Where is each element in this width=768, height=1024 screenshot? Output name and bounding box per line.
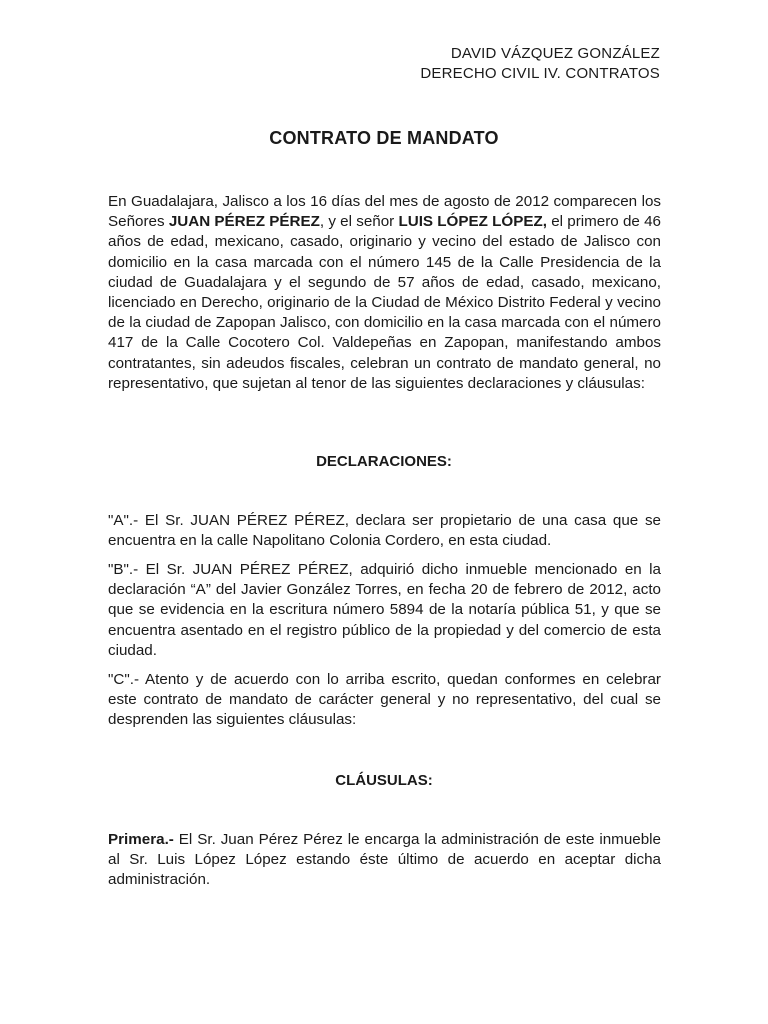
intro-paragraph	[108, 192, 661, 394]
declaracion-c: "C".- Atento y de acuerdo con lo arriba escrito, quedan conformes en celebrar este contrato de mandato de carácter general y no representativo, del cual se desprenden las siguientes cláusulas:	[108, 671, 661, 729]
intro-text-1: En Guadalajara, Jalisco a los 16 días del mes de agosto de 2012 comparecen los Señores	[108, 193, 661, 231]
intro-text-2: , y el señor	[319, 213, 399, 231]
document-header	[420, 44, 660, 84]
document-title: CONTRATO DE MANDATO	[269, 128, 499, 148]
party-name-1: JUAN PÉREZ PÉREZ	[168, 213, 320, 231]
declaracion-a: "A".- El Sr. JUAN PÉREZ PÉREZ, declara ser propietario de una casa que se encuentra en la calle Napolitano Colonia Cordero, en esta ciudad.	[108, 512, 661, 550]
declaraciones-heading: DECLARACIONES:	[316, 453, 452, 470]
course-name: DERECHO CIVIL IV. CONTRATOS	[420, 65, 660, 82]
clausula-primera-text: El Sr. Juan Pérez Pérez le encarga la administración de este inmueble al Sr. Luis López López estando éste último de acuerdo en aceptar dicha administración.	[108, 831, 661, 889]
party-name-2: LUIS LÓPEZ LÓPEZ,	[398, 213, 547, 231]
clausulas-heading: CLÁUSULAS:	[335, 772, 433, 789]
clausula-primera-label: Primera.-	[108, 831, 174, 848]
clausula-primera	[108, 830, 661, 891]
declaracion-b: "B".- El Sr. JUAN PÉREZ PÉREZ, adquirió dicho inmueble mencionado en la declaración “A” del Javier González Torres, en fecha 20 de febrero de 2012, acto que se evidencia en la escritura número 5894 de la notaría pública 51, y que se encuentra asentado en el registro público de la propiedad y del comercio de esta ciudad.	[108, 561, 661, 659]
author-name: DAVID VÁZQUEZ GONZÁLEZ	[450, 45, 660, 62]
intro-text-3: el primero de 46 años de edad, mexicano, casado, originario y vecino del estado de Jalisco con domicilio en la casa marcada con el número 145 de la Calle Presidencia de la ciudad de Guadalajara y el segundo de 57 años de edad, casado, mexicano, licenciado en Derecho, originario de la Ciudad de México Distrito Federal y vecino de la ciudad de Zapopan Jalisco, con domicilio en la casa marcada con el número 417 de la Calle Cocotero Col. Valdepeñas en Zapopan, manifestando ambos contratantes, sin adeudos fiscales, celebran un contrato de mandato general, no representativo, que sujetan al tenor de las siguientes declaraciones y cláusulas:	[108, 213, 661, 392]
